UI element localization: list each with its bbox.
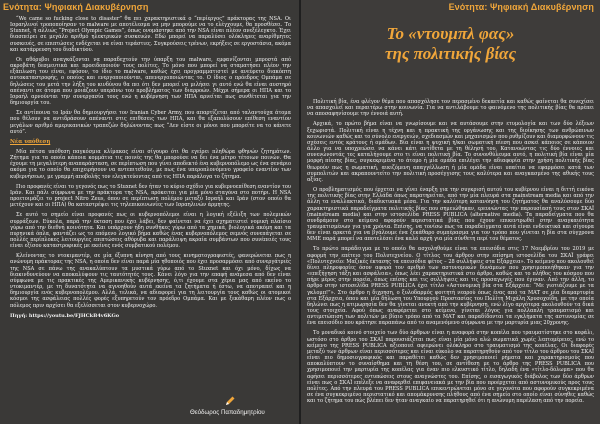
paragraph: Αρχικά, το πρώτο βήμα είναι να γνωρίσουμε και να αυτάσουμε στην ετυμολογία και των δύο λέξεων ξεχωριστά. Πολιτική είναι η τέχνη και η πρακτική της οργάνωσης και της διοίκησης των ανθρώπινων κοινωνιών καθώς και το σύνολο ενεργειών, σχεδιασμών και μηχανισμών που ρυθμίζουν και διαμορφώνουν τις σχέσεις εντός κράτους ή ομάδων. Βία είναι η ψυχική ή/και σωματική πίεση που ασκεί κάποιος σε κάποιον άλλο για να υποχρεώσει να κάνει κάτι αντίθετα με τη θέλησή του, Κατανοώντας τις δύο έννοιες και συνενώνοντάς τες καταλήγουμε στο τι είναι πολιτική βία. Το συνονθύλευμα αυτό, η πολιτική βία είναι μία μορφή πίεσης βίας, συγκεκριμένα το άτομο ή μία ομάδα επιλέγει την αδιαφορία στην χρήση πολιτικής βίας θεωρούν πως η σωματική, αικιζόμενη απαγγέλλωση ή μία ομάδα είναι υπαίτια να εφαρμόσει κατά των συμπολιτών και ακραπουντείτο την πολιτική προσέγγισης τους καλύτερα και αναγκασμένο της αθικής τους αξίας. [307, 121, 594, 183]
paragraph: Το μοναδικό κοινό στοιχείο των δύο άρθρων είναι η αναφορά στην κοπέλα που τραυματίστηκε στο κεφάλι, ωστόσο στο άρθρο του ΣΚΑΪ παρουσιάζεται πως είναι μία μόνο αλώ σωματικά χωρίς λεπτομέρειες, ενώ το κείμενο της PRESS PUBLICA αξιοποιεί αφιερώνει ολόκληρο στο τραυματισμό της κοπέλας. Οι διαφορές μεταξύ των άρθρων είναι περισσότερες και είναι εύκολο να παρατηρηθούν από τον τίτλο του άρθρου του ΣΚΑΪ είναι πιο δημοσιογραφικός και παραθέτει καθώς δεν χρησιμοποιεί ρήματα και χαρακτηρισμούς που αποκαλύπτουν το συναίσθημα και τη θέση του, σε αντίθεση με το άρθρο της PRESS PUBLICA που χρησιμοποιεί την μαρτυρία της κοπέλας για έναν πιο ελκυστικό τίτλο, δηλαδή ένα «τίτλο-δόλωμα» που θα αφήσει περισσότερες εντυπώσεις στους αναγνώστες του. Επίσης, ο εισαγωγικός διάβολος των δύο άρθρων είναι πως ο ΣΚΑΪ επέλεξε να αναφερθεί επιφανειακά με την βία που προέρχεται από αστυνομικούς προς τους πολίτες. Από την πλευρά του PRESS PUBLICA επικεντρώνεται μόνο σε γεγονότα που αφορούν συγκεκριμένα σε ένα συγκεκριμένο περιστατικό και απομάκρυνσης πλήθους από ένα σημείο στο οποίο είναι σύνηθες καθώς και το ζήτημα του πώς βλέπει δεν ήταν αναγκαίο να παρατηρηθεί ότι η ανώνυμη παρέλαση από την πορεία. [307, 330, 594, 405]
title-line-1: Το «ντουμπλ φας» [386, 24, 515, 43]
paragraph: Οι αθόρυβοι αναγκάζονται να παραδεχτούν την ύπαρξη του malware, εμφανίζονται μπροστά από ακροβάτη δεσμευτικά και προειδοποιούν τους πολίτες. Το μόνο που μπορεί να σταματήσει πλέον την εξάπλωση του είναι, εφόσον, το ίδιο το malware, καθώς έχει προγραμματιστεί με ανεύρετο διακόπτη αυτοκαταστροφής, ο οποίος και ενεργοποιούνται, απενεργοποιώντας το. Ο ίδιος ο πρόεδρος Ομπάμα σε δηλώσεις του μετά την λήξη του κινδύνου θα πει ότι δεν μπορεί να μιλήσει γι αυτό ενώ θα είναι αυστηρό απέναντι σε άτομα που μοιάζουν υπεράνω του προβλήματος των διαρροών. Μέχρι σήμερα οι ΗΠΑ και το Ισραήλ αρνούνται την συνεργασία τους ενώ η κυβέρνηση των ΗΠΑ αρνείται πως συνθέτεται για την δημιουργία του. [10, 56, 291, 107]
paragraph: Πολιτική βία, ένα φλέγον θέμα που απασχόλησε τον περασμένο δεκαετία και καθώς φαίνεται θα συνεχίσει να απασχολεί και περαιτέρω στην κοινωνία. Για να αντιλάβουμε το φαινόμενο της πολιτικής βίας θα πρέπει να αποσαφηνίσουμε την έννοιά αυτή. [307, 99, 594, 118]
subheading: Νέα υπόθεση [10, 138, 51, 145]
left-article-column [10, 16, 291, 319]
paragraph: Ο προβληματισμός που έρχεται να γίνει έναρξη για την συγκρισή αυτού του κυβέρνου είναι η διττή εικόνα της πολιτικής βίας στην Ελλάδα όπως παρατηρείται, από την μία πλευρά στα mainstream media και από την άλλη τα εναλλακτικά, διαδικτυακά μέσα. Για την καλύτερη κατανόηση του ζητήματος θα αναλύσουμε δύο χαρακτηριστικά παραδείγματα πολιτικής βίας που σημειώθηκαν, ερευνώντας την παρουσίασή τους στον ΣΚΑΪ (mainstream media) και στην ιστοσελίδα PRESS PUBLICA (alternative media). Τα παραδείγματα που θα συνδράμουν στο κείμενο αφορούν περιστατικά βίας που έχουν επικεντρωθεί στην αναγκαιότητα τραυματισμένων για για χρόνια. Επίσης, να τονίσω πως τα παραδείγματα αυτά είναι ενδεικτικά και σίγουρα δεν είναι αρκετά για να βγάλουμε ένα ξεκάθαρο συμπέρασμα για τον τρόπο που γίνεται η βία στα σύγχρονα ΜΜΕ παρά μπορεί να αποτελέσει ένα καλό αρχή για μία σύνθετη περί του θέματος. [307, 187, 594, 243]
left-page [0, 0, 299, 424]
paragraph: Σε αντίποινα το Ιράν θα δημιουργήσει τον Iranian Cyber Army, που απαρτίζεται από ταλαντούχα άτομα που θέλουν να αντιδράσουν απέναντι στις επιθέσεις των ΗΠΑ, και θα εξαπολύσουν επίθεση εναντίον μεγάλων αριθμό αμερικανικών τραπεζών δηλώνοντας πως “Δεν είστε οι μόνοι που μπορείτε να το κάνετε αυτό”. [10, 110, 291, 135]
paragraph: Το πρώτο παράδειγμα με το οποίο θα ασχοληθούμε είναι τα επεισόδια στις 17 Νοεμβρίου του 2019 με αφορμή την επέτειο του Πολυτεχνείου. Ο τίτλος του άρθρου στην επίσημη ιστοσελίδα του ΣΚΑΪ γράφει «Πολυτεχνείο: Μαζικές έκτασης τα επεισόδια φέτος – 28 συλλήψεις στα Εξάρχεια». Το κείμενο που ακολουθεί δίνει πληροφορίες όσον αφορά τον αριθμό των αστυνομικών δυνάμεων που χρησιμοποιήθηκαν για την «επεξήγηση τάξη και ασφάλεια», όπως λέει χαρακτηριστικά στο άρθρο, καθώς και το πλήθος του κόσμου που πήρε μέρος στην πορεία, όπως επίσης και τις συλλήψεις και τις προσαγωγές που έγιναν. Από την άλλη, το άρθρο στην ιστοσελίδα PRESS PUBLICA έχει τίτλο «Αστυνομική βία στα Εξάρχεια: “Με γιοτιάζουμε με τα γκλομπ!”». Στο άρθρο η διχρηση, ο ξυλοδαρμός φοιτητή νεαρού όπως ένας από τα ΜΑΤ σε μία διαμαρτυρία στα Εξάρχεια, όπου και μία δήλωση του Υπουργού Προστασίας του Πολίτη Μιχάλη Χρυσοχοΐδη, με την οποία δηλώνει πως η ατιμωρησία δεν θα γίνεται ανεκτή από την κυβέρνηση, ενώ λίγο αργότερα ακολουθούν τα δικά τους στοιχεία. Αφού όπως αναφέρεται στο κείμενο, γίνεται λόγος για πολλαπλή τραυματισμό και αντιμετώπιση των πολιτών με βίαιο τρόπο από τα ΜΑΤ και παραδίδονται τα εγκλήματα της αστυνομίας σε ένα επεισόδιο που κράτησε παραπάνω από το αναμενόμενο σύμφωνα με την μαρτυρία μιας 20χρονης. [307, 246, 594, 327]
author-name: Θεόδωρος Παπαδημητρίου [190, 409, 265, 416]
source-link[interactable]: Πηγή: https://youtu.be/FJHCkB4v6KGo [10, 312, 120, 319]
right-article-column [307, 99, 594, 408]
pen-icon [224, 395, 236, 407]
section-header-right: Ενότητα: Ψηφιακή Διακυβέρνηση [448, 2, 594, 12]
section-header-left: Ενότητα: Ψηφιακή Διακυβέρνηση [3, 2, 149, 12]
paragraph: Πιο προφανές είναι το γεγονός πως το Stuxnet δεν ήταν το κύριο σχέδιο για κυβερνοεπίθεση εναντίον του Ιράν. Και πάλι σύμφωνα με την πράκτορα της NSA, πρόκειται για μία μόνο σταγόνα στο ποτήρι. Η NSA προετοιμάζει το project Nitro Zeus, όπου σε περίπτωση πολέμου μεταξύ Ισραήλ και Ιράν (στον οποίο θα μετέχουν και οι ΗΠΑ) θα καταστρέψει τις τηλεπικοινωνίες των Ισραηλινών άρμητης. [10, 183, 291, 209]
right-page [301, 0, 600, 424]
paragraph: Κλείνοντας το ντοκιμαντέρ, σε μία έξυπνη κίνηση από τους κινηματογραφιστές, φανερώνεται πως η ανώνυμη πράκτορας της NSA, η οποία δεν είναι παρά μία ηθοποιός που έχει προσαρμόσει από συνεργάτριές της NSA σε πάνω της ανακαλύπτουν τα μυστικά γύρω από το Stuxnet και όχι μόνο, δίχως να διακινδυνεύουν να αποκαλύψουν τις ταυτότητές τους. Κάνει λόγο για την επαφή ανάμεσα από δεν είναι σύμφωνα με τις πρακτικές της Αμερικανικής κυβέρνησης, ό,τι έχουμε στα χέρια μας από εκείνο το ντοκιμαντέρ, με τη δυνατότητα να αγνοηθούν αυτά εκείνα τα ζητήματα ή έστω, να αποτραπεί και η δημιουργία ενός κυβερνοπολέμου. Αλλά, τελικά, να αδιαφορεί για τη λειτουργία τους καθώς οι ατομικοί κόσμοι της ασφάλειας πολλές φορές εξυπηρετούν τον πρόεδρο Ομπάμα. Και με ξεκάθαρη πλέον πως ο πόλεμος πριν αρχίσει θα εξελίσσεται στον κυβερνοχώρο. [10, 253, 291, 309]
article-title [301, 24, 600, 64]
paragraph: Μία πέτσα υπόθεση παγκόσμια κλίμακας είναι σίγουρο ότι θα εγείρει πληθώρα φθηνών ζητημάτων. Ζήτημα για τα οποία κάποια κομμάτια τις ποινές της θα μπορούσε να δει ένα μέτρο τέτοιων ποινών. Θα έχουμε τη μεγαλύτερη αναπαράσταση, σε περίπτωση που γίνει αποδεκτό ένα κυβερνοπόλεμο ως ένα σενάριο ακόμα για το οποίο θα επιχειρήσουν να αντεπιτεθούν, με πως ένα υπεροπλονόμενο γραφείο εναντίον των κυβερνήσεων, με γραμμή αποβολής τον ελεγκτεύοντας από τις ΗΠΑ παράλογα το ζήτημα. [10, 148, 291, 180]
paragraph: Σε αυτό το σημείο είναι προφανές πως οι κυβερνοπόλεμοι είναι η λογική εξέλιξη των πολεμικών συρράξεων. Εύκολα, παρά την έκταση που έχει λάβει, δεν φαίνεται να έχει σχηματιστεί νομική πλαίσιο γύρω από την διεθνή κοινότητα. Και υπάρχουν ήδη συνθήκες γύρω από τα χημικά, βιολογικά ακόμη και τα πυρηνικά όπλα, φαντάζει ως το επόμενο λογικό βήμα καθώς ένας κυβερνοπόλεμος σεμνός συνεπάγεται σε πολλές περίπλοκες λειτουργίες επιπτώσεις αθόρυβα και παράλειψη ακραία συμβάντων που συνέπειές τους είναι εξίσου καταστροφικές με εκείνες ενός συμβατικού πολέμου. [10, 212, 291, 250]
title-line-2: της πολιτικής βίας [384, 44, 517, 63]
paragraph: “We came so fucking close to disaster” θα πει χαρακτηριστικά ο “περίεργος” πράκτορας της NSA. Οι Ισραηλινοί τροποποίησαν το malware με αποτέλεσμα να μην μπορούμε να το ελέγχουμε, θα προσθέσει. Το Stuxnet, ή αλλιώς “Project Olympic Games”, όπως ονομάστηκε από την NSA είναι πλέον ανεξέλεγκτο. Έχει διασπείρει σε μεγάλο αριθμό ηλεκτρικών συσκευών. Εδώ μπορεί να παραλύσει ολόκληρες αναρίθμητες συσκευές, σε επιπτώσεις ενδέχεται να είναι τεράστιες. Συγκρούσεις τρένων, εκρήξεις σε εργοστάσια, ακόμα και κατάρρευση του διαδικτύου. [10, 16, 291, 53]
